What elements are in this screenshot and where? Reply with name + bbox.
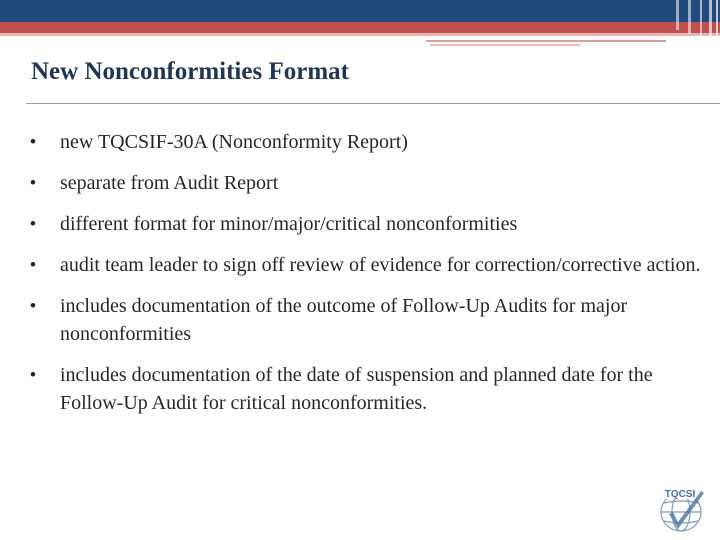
bullet-marker: • [30, 132, 36, 151]
bullet-item [30, 292, 710, 348]
bullet-marker: • [30, 296, 36, 315]
bullet-text: audit team leader to sign off review of evidence for correction/corrective action. [60, 254, 701, 276]
bullet-item [30, 128, 710, 156]
bullet-text: different format for minor/major/critical nonconformities [60, 213, 518, 235]
tqcsi-logo [654, 484, 712, 536]
bullet-list [30, 128, 710, 417]
bullet-text: includes documentation of the date of suspension and planned date for the Follow-Up Audit for critical nonconformities. [60, 364, 653, 414]
title-divider [26, 103, 720, 104]
bullet-text: separate from Audit Report [60, 172, 279, 194]
bullet-marker: • [30, 365, 36, 384]
bullet-text: includes documentation of the outcome of Follow-Up Audits for major nonconformities [60, 295, 628, 345]
slide-title: New Nonconformities Format [31, 58, 349, 85]
bullet-marker: • [30, 173, 36, 192]
bullet-item [30, 169, 710, 197]
bullet-marker: • [30, 255, 36, 274]
bullet-item [30, 210, 710, 238]
bullet-item [30, 251, 710, 279]
bullet-text: new TQCSIF-30A (Nonconformity Report) [60, 131, 408, 153]
svg-text:TQCSI: TQCSI [664, 489, 696, 500]
bullet-marker: • [30, 214, 36, 233]
header-decoration-band [0, 0, 720, 50]
bullet-item [30, 361, 710, 417]
